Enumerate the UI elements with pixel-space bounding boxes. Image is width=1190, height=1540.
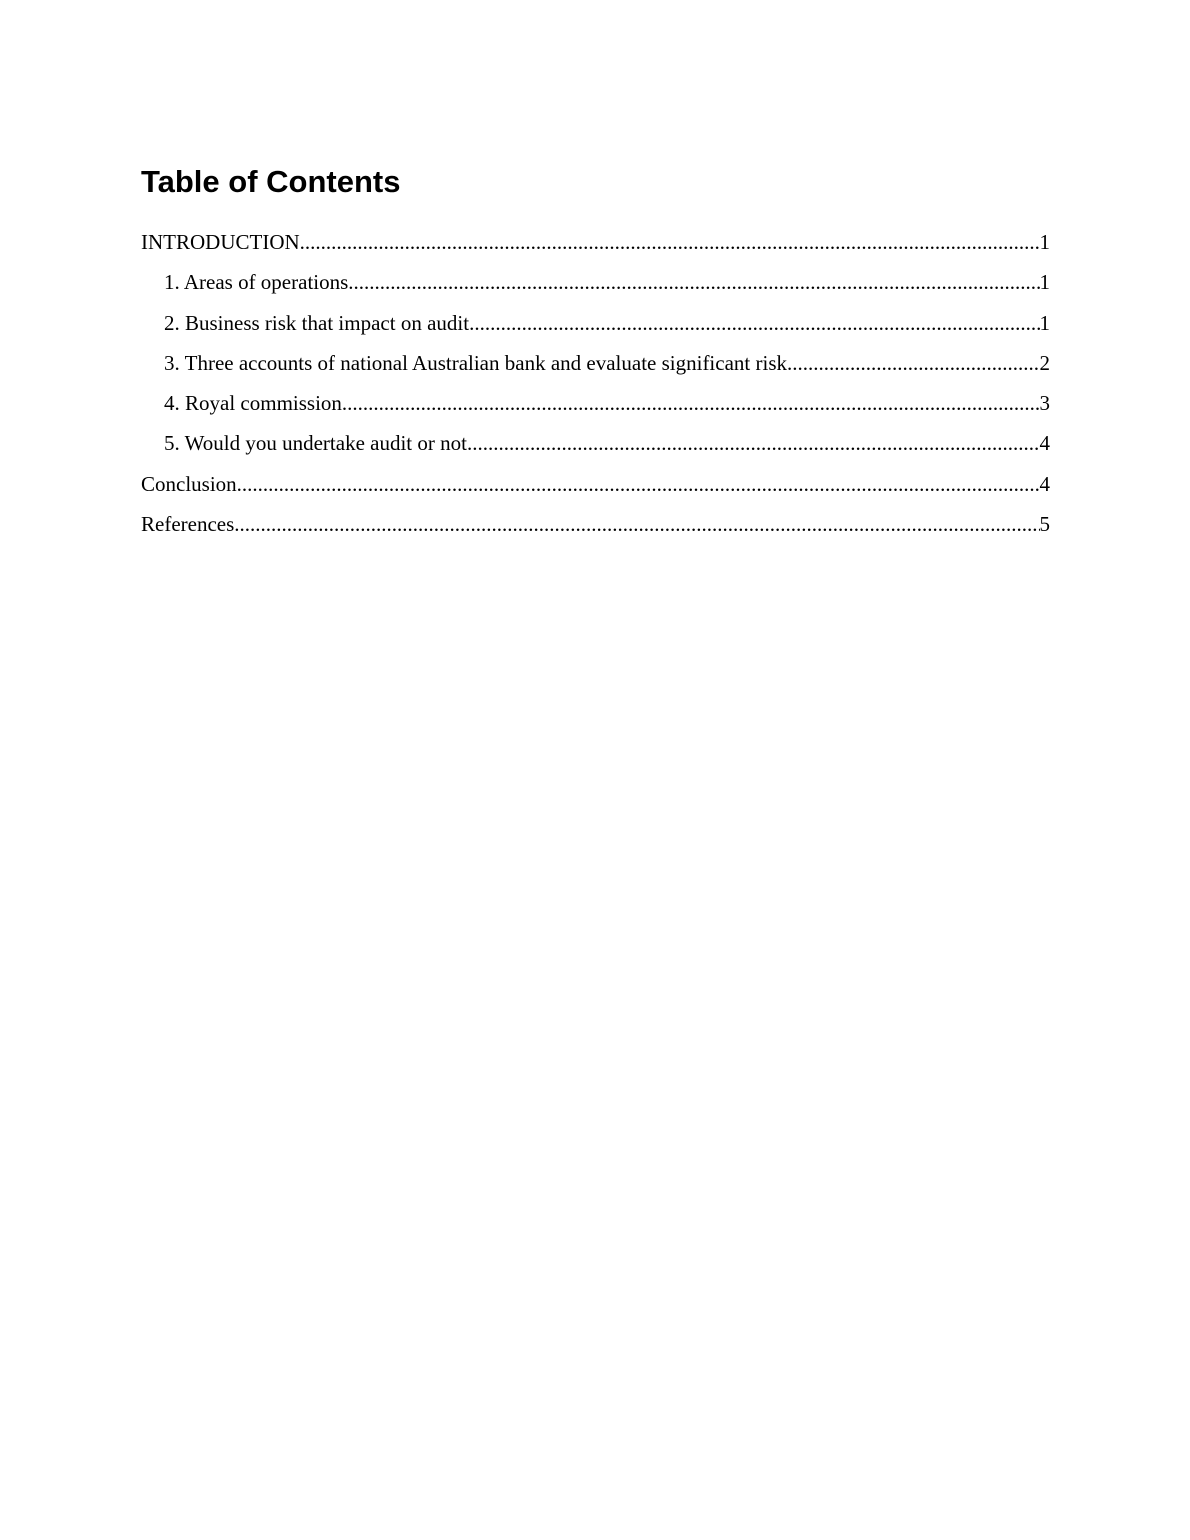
toc-dot-leader	[787, 343, 1040, 383]
toc-page-number: 2	[1039, 350, 1050, 375]
toc-entry-business-risk[interactable]	[141, 303, 1050, 343]
toc-entry-text: 2. Business risk that impact on audit	[164, 310, 470, 335]
toc-dot-leader	[469, 303, 1039, 343]
toc-dot-leader	[300, 222, 1040, 262]
toc-page-number: 5	[1039, 512, 1050, 537]
toc-page-number: 1	[1039, 270, 1050, 295]
toc-entry-text: 1. Areas of operations	[164, 270, 349, 295]
toc-page-number: 4	[1039, 431, 1050, 456]
toc-page-number: 3	[1039, 391, 1050, 416]
toc-entry-references[interactable]	[141, 504, 1050, 544]
toc-entry-areas-of-operations[interactable]	[141, 262, 1050, 302]
toc-page-number: 1	[1039, 230, 1050, 254]
toc-dot-leader	[467, 423, 1040, 463]
toc-entry-text: 5. Would you undertake audit or not	[164, 431, 467, 456]
toc-entry-three-accounts[interactable]	[141, 343, 1050, 383]
toc-entry-introduction[interactable]	[141, 222, 1050, 262]
toc-page-number: 4	[1039, 471, 1050, 496]
toc-entry-conclusion[interactable]	[141, 464, 1050, 504]
toc-entry-text: 4. Royal commission	[164, 391, 342, 416]
toc-page-number: 1	[1039, 310, 1050, 335]
toc-dot-leader	[237, 464, 1040, 504]
toc-entry-royal-commission[interactable]	[141, 383, 1050, 423]
toc-entry-text: Conclusion	[141, 471, 237, 496]
toc-dot-leader	[234, 504, 1039, 544]
toc-entry-text: References	[141, 512, 235, 537]
toc-dot-leader	[342, 383, 1040, 423]
toc-entry-text: 3. Three accounts of national Australian bank and evaluate significant risk	[164, 350, 787, 375]
toc-list	[141, 222, 1050, 544]
toc-entry-text: INTRODUCTION	[141, 230, 300, 254]
toc-entry-undertake-audit[interactable]	[141, 423, 1050, 463]
toc-title: Table of Contents	[141, 164, 401, 199]
toc-dot-leader	[348, 262, 1039, 302]
